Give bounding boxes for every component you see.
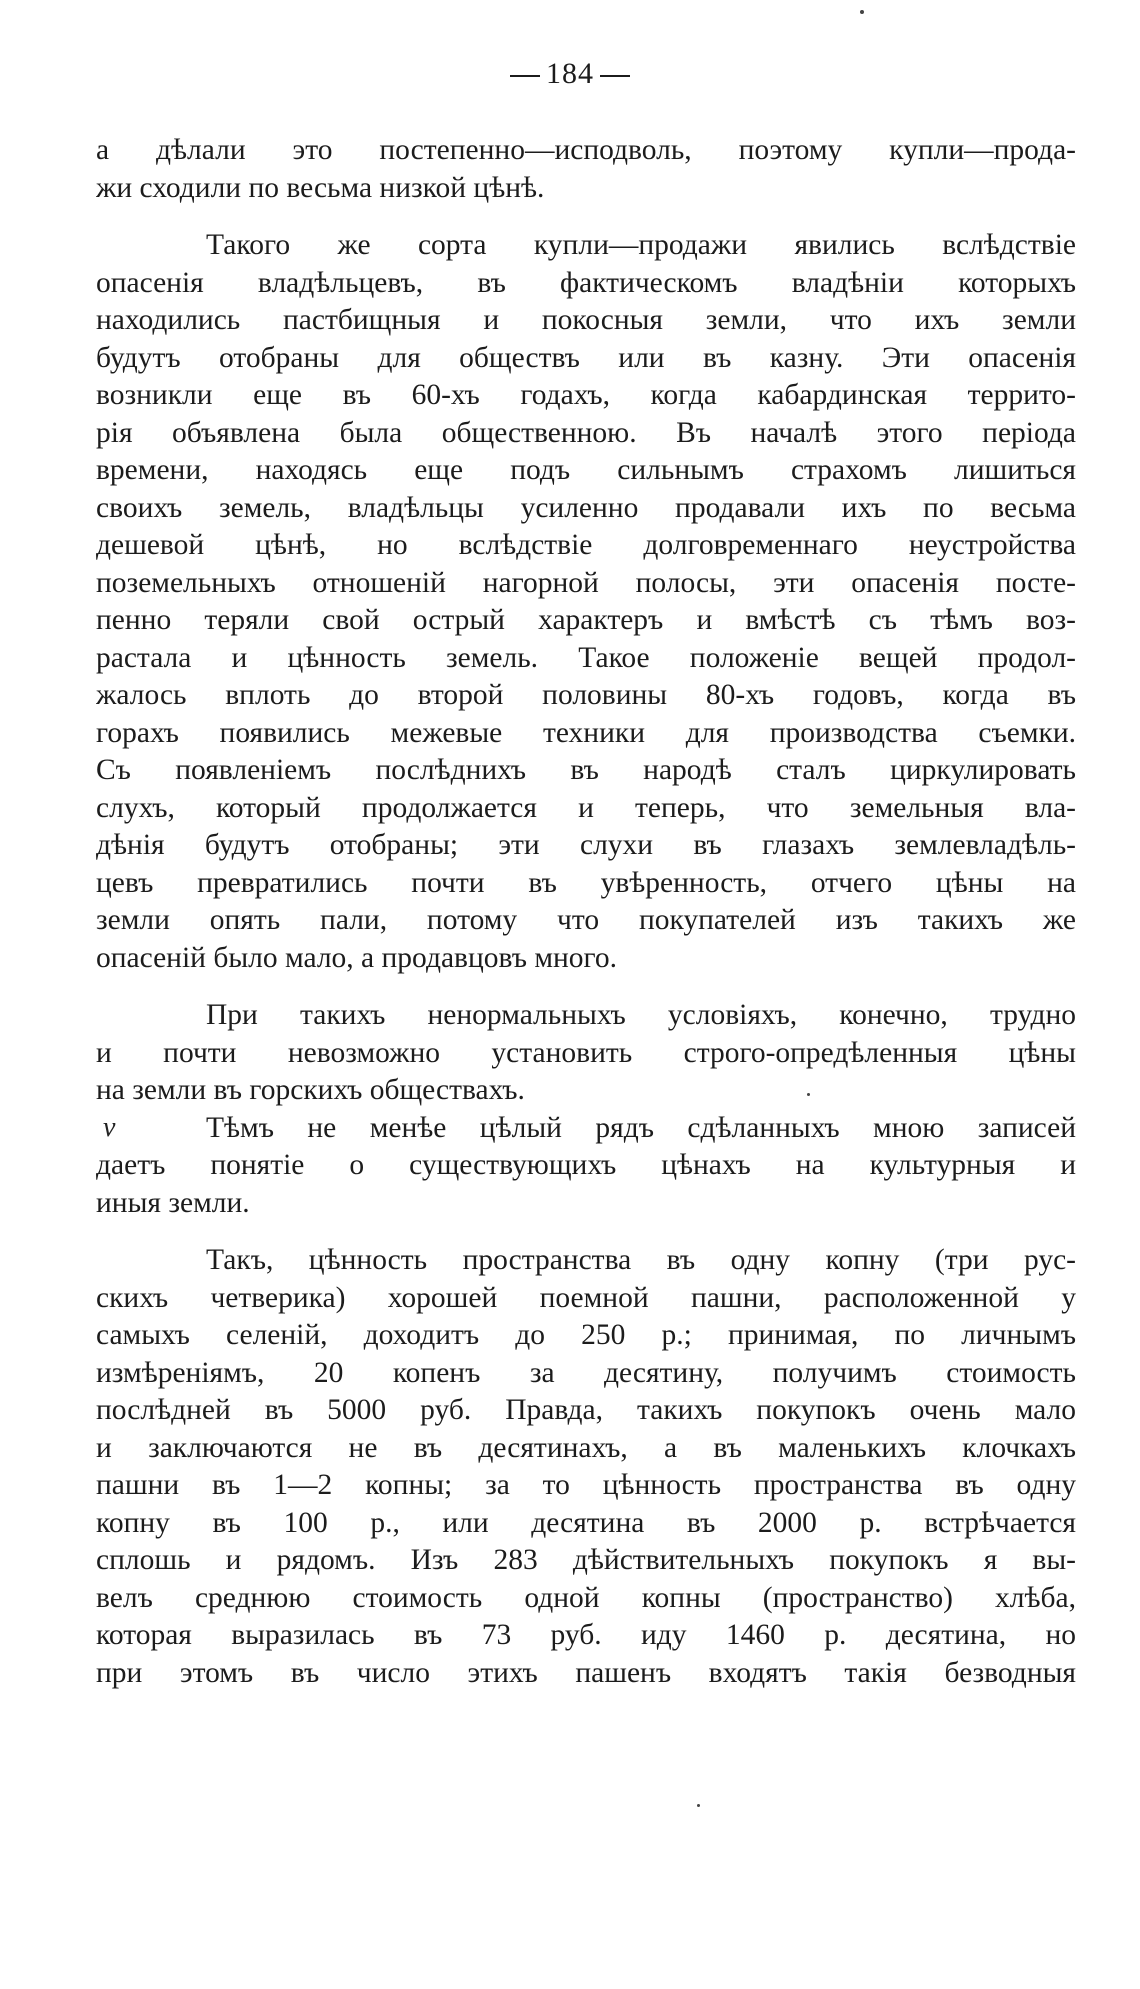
print-speck — [807, 1093, 810, 1096]
text-line: горахъ появились межевые техники для производства съемки. — [96, 716, 1076, 749]
paragraph — [96, 997, 1076, 1110]
text-line: послѣдней въ 5000 руб. Правда, такихъ покупокъ очень мало — [96, 1394, 1076, 1426]
text-line: своихъ земель, владѣльцы усиленно продавали ихъ по весьма — [96, 491, 1076, 524]
text-line: дѣнія будутъ отобраны; эти слухи въ глазахъ землевладѣль- — [96, 829, 1076, 861]
paragraph-gap — [96, 977, 1076, 997]
paragraph — [96, 1242, 1076, 1692]
page-number-dash-left — [510, 75, 540, 77]
text-line: измѣреніямъ, 20 копенъ за десятину, получимъ стоимость — [96, 1356, 1076, 1389]
text-line: слухъ, который продолжается и теперь, что земельныя вла- — [96, 791, 1076, 824]
text-line: поземельныхъ отношеній нагорной полосы, эти опасенія посте- — [96, 566, 1076, 599]
text-line: времени, находясь еще подъ сильнымъ страхомъ лишиться — [96, 454, 1076, 486]
text-line: иныя земли. — [96, 1186, 250, 1219]
text-line: опасеній было мало, а продавцовъ много. — [96, 941, 618, 974]
print-speck — [697, 1804, 700, 1807]
text-line: земли опять пали, потому что покупателей изъ такихъ же — [96, 904, 1076, 936]
text-line: будутъ отобраны для обществъ или въ казну. Эти опасенія — [96, 341, 1076, 374]
text-line: растала и цѣнность земель. Такое положеніе вещей продол- — [96, 641, 1076, 674]
text-line: Такого же сорта купли—продажи явились вслѣдствіе — [206, 229, 1076, 261]
text-line: пенно теряли свой острый характеръ и вмѣстѣ съ тѣмъ воз- — [96, 604, 1076, 636]
margin-mark: ν — [103, 1112, 116, 1143]
body-text — [96, 132, 1076, 1692]
text-line: и почти невозможно установить строго-опредѣленныя цѣны — [96, 1036, 1076, 1069]
text-line: жалось вплоть до второй половины 80-хъ годовъ, когда въ — [96, 679, 1076, 711]
paragraph-gap — [96, 1222, 1076, 1242]
text-line: и заключаются не въ десятинахъ, а въ маленькихъ клочкахъ — [96, 1431, 1076, 1464]
paragraph — [96, 1110, 1076, 1223]
text-line: опасенія владѣльцевъ, въ фактическомъ владѣніи которыхъ — [96, 266, 1076, 299]
page-number-dash-right — [600, 75, 630, 77]
print-speck — [860, 10, 864, 14]
page-number-text: 184 — [546, 57, 594, 90]
text-line: возникли еще въ 60-хъ годахъ, когда кабардинская террито- — [96, 379, 1076, 411]
text-line: рія объявлена была общественною. Въ началѣ этого періода — [96, 416, 1076, 449]
text-line: Тѣмъ не менѣе цѣлый рядъ сдѣланныхъ мною записей — [206, 1111, 1076, 1144]
text-line: цевъ превратились почти въ увѣренность, отчего цѣны на — [96, 866, 1076, 899]
text-line: находились пастбищныя и покосныя земли, что ихъ земли — [96, 304, 1076, 336]
text-line: на земли въ горскихъ обществахъ. — [96, 1074, 525, 1106]
paragraph — [96, 132, 1076, 207]
text-line: даетъ понятіе о существующихъ цѣнахъ на культурныя и — [96, 1149, 1076, 1181]
text-line: жи сходили по весьма низкой цѣнѣ. — [96, 171, 545, 204]
text-line: дешевой цѣнѣ, но вслѣдствіе долговременнаго неустройства — [96, 529, 1076, 561]
text-line: копну въ 100 р., или десятина въ 2000 р. встрѣчается — [96, 1506, 1076, 1539]
paragraph — [96, 227, 1076, 977]
text-line: велъ среднюю стоимость одной копны (пространство) хлѣба, — [96, 1581, 1076, 1614]
text-line: а дѣлали это постепенно—исподволь, поэтому купли—прода- — [96, 134, 1076, 166]
text-line: пашни въ 1—2 копны; за то цѣнность пространства въ одну — [96, 1469, 1076, 1501]
text-line: сплошь и рядомъ. Изъ 283 дѣйствительныхъ покупокъ я вы- — [96, 1544, 1076, 1576]
text-line: При такихъ ненормальныхъ условіяхъ, конечно, трудно — [206, 999, 1076, 1031]
text-line: самыхъ селеній, доходитъ до 250 р.; принимая, по личнымъ — [96, 1319, 1076, 1351]
text-line: Такъ, цѣнность пространства въ одну копну (три рус- — [206, 1244, 1076, 1276]
page-number — [0, 54, 1140, 94]
text-line: скихъ четверика) хорошей поемной пашни, расположенной у — [96, 1281, 1076, 1314]
text-line: Съ появленіемъ послѣднихъ въ народѣ сталъ циркулировать — [96, 754, 1076, 786]
text-line: при этомъ въ число этихъ пашенъ входятъ такія безводныя — [96, 1656, 1076, 1689]
paragraph-gap — [96, 207, 1076, 227]
text-line: которая выразилась въ 73 руб. иду 1460 р. десятина, но — [96, 1619, 1076, 1651]
